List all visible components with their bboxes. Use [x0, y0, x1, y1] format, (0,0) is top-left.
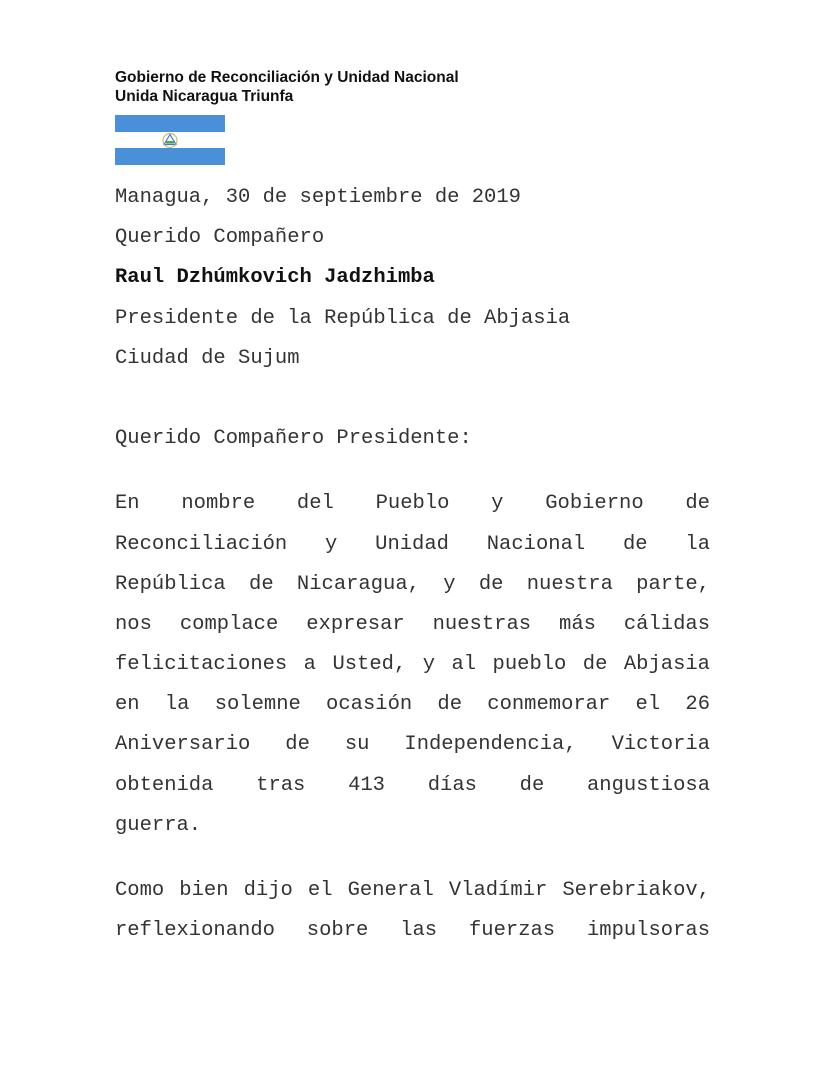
place-date: Managua, 30 de septiembre de 2019	[115, 186, 521, 209]
spacer	[115, 846, 710, 871]
letterhead-slogan: Unida Nicaragua Triunfa	[115, 88, 294, 105]
recipient-name: Raul Dzhúmkovich Jadzhimba	[115, 266, 435, 290]
paragraph-line: guerra.	[115, 813, 202, 837]
letterhead-government-name: Gobierno de Reconciliación y Unidad Nacional	[115, 69, 459, 86]
salutation-short: Querido Compañero	[115, 226, 325, 250]
paragraph-line: obtenida tras 413 días de angustiosa	[115, 773, 710, 797]
spacer	[115, 459, 710, 484]
paragraph-line: Reconciliación y Unidad Nacional de la	[115, 532, 710, 556]
letter-body	[115, 178, 710, 951]
nicaragua-flag-icon	[115, 115, 225, 165]
recipient-title: Presidente de la República de Abjasia	[115, 306, 571, 330]
paragraph-congratulations	[115, 484, 710, 846]
paragraph-line: Aniversario de su Independencia, Victoria	[115, 733, 710, 757]
spacer	[115, 379, 710, 419]
paragraph-line: en la solemne ocasión de conmemorar el 26	[115, 693, 710, 717]
paragraph-line: Como bien dijo el General Vladímir Serebriakov,	[115, 879, 710, 902]
paragraph-line: nos complace expresar nuestras más cálidas	[115, 612, 710, 636]
letterhead	[115, 68, 459, 106]
paragraph-line: República de Nicaragua, y de nuestra parte,	[115, 572, 710, 596]
paragraph-quote-intro	[115, 871, 710, 951]
recipient-city: Ciudad de Sujum	[115, 346, 300, 370]
paragraph-line: reflexionando sobre las fuerzas impulsoras	[115, 919, 710, 943]
greeting: Querido Compañero Presidente:	[115, 427, 472, 451]
paragraph-line: En nombre del Pueblo y Gobierno de	[115, 492, 710, 516]
paragraph-line: felicitaciones a Usted, y al pueblo de Abjasia	[115, 653, 710, 677]
